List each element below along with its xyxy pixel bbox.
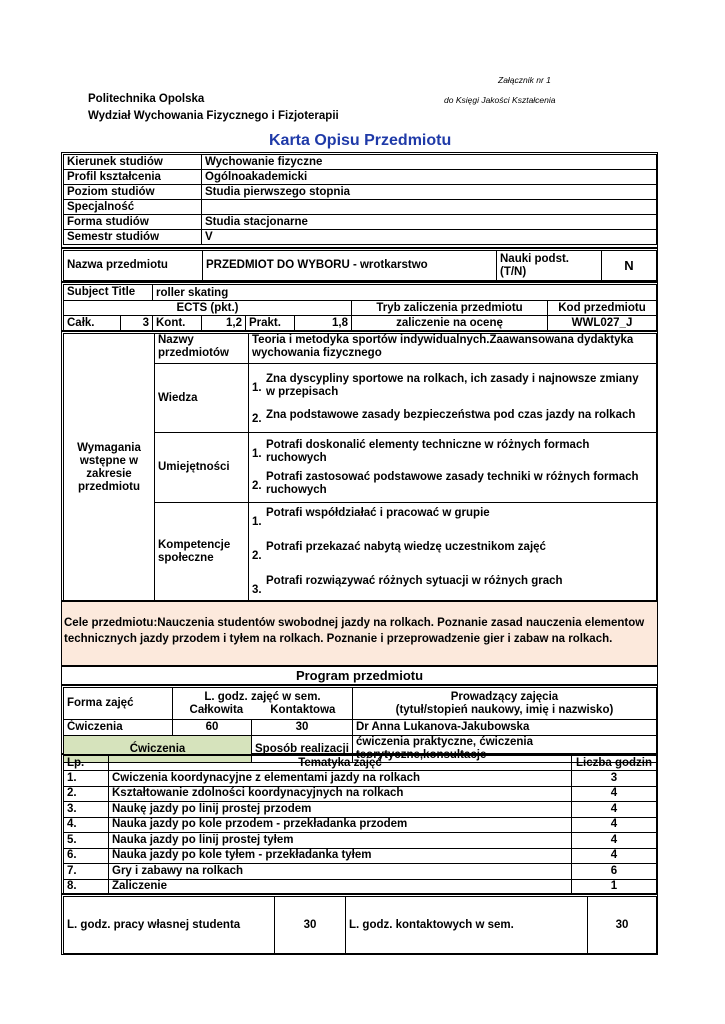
ects-contact-label: Kont.: [153, 316, 202, 331]
mode-header: Tryb zaliczenia przedmiotu: [352, 301, 548, 316]
table-row: 6. Nauka jazdy po kole tyłem - przekładanka tyłem 4: [64, 848, 657, 864]
info-value: [202, 200, 657, 215]
quality-book-note: do Księgi Jakości Kształcenia: [444, 95, 556, 105]
class-form-label: Forma zajęć: [64, 688, 173, 720]
info-row: [64, 200, 657, 215]
basic-sciences-label: Nauki podst. (T/N): [497, 251, 602, 281]
social-competences-label: Kompetencje społeczne: [155, 503, 249, 602]
university-name: Politechnika Opolska: [88, 93, 205, 105]
total-hours-label: Całkowita: [189, 703, 244, 716]
table-row: 5. Nauka jazdy po linij prostej tyłem 4: [64, 833, 657, 849]
assessment-mode: zaliczenie na ocenę: [352, 316, 548, 331]
contact-total-label: L. godz. kontaktowych w sem.: [346, 897, 588, 954]
subject-name: PRZEDMIOT DO WYBORU - wrotkarstwo: [203, 251, 497, 281]
method-label: Sposób realizacji: [252, 736, 353, 763]
social-competences-list: [249, 503, 657, 602]
info-label: Forma studiów: [64, 215, 202, 230]
total-hours: 60: [173, 720, 252, 736]
hours-header: [173, 688, 353, 720]
knowledge-list: [249, 364, 657, 433]
topics-table: [61, 754, 658, 894]
info-row: [64, 170, 657, 185]
list-item: 1.Potrafi współdziałać i pracować w grupie: [252, 507, 490, 528]
ects-contact: 1,2: [202, 316, 246, 331]
info-label: Profil kształcenia: [64, 170, 202, 185]
ects-total-label: Całk.: [64, 316, 121, 331]
list-item: 2.Potrafi przekazać nabytą wiedzę uczestnikom zajęć: [252, 541, 546, 562]
hours-label: L. godz. zajęć w sem.: [204, 690, 321, 703]
info-value: V: [202, 230, 657, 245]
subject-title: roller skating: [153, 285, 657, 301]
ects-total: 3: [121, 316, 153, 331]
subject-title-label: Subject Title: [64, 285, 153, 301]
teacher-name: Dr Anna Lukanova-Jakubowska: [352, 720, 656, 736]
ects-practical: 1,8: [295, 316, 352, 331]
subject-name-row: [61, 248, 658, 282]
list-item: 2.Potrafi zastosować podstawowe zasady techniki w różnych formach ruchowych: [252, 470, 639, 496]
info-value: Ogólnoakademicki: [202, 170, 657, 185]
skills-label: Umiejętności: [155, 433, 249, 503]
info-row: [64, 215, 657, 230]
contact-hours-label: Kontaktowa: [270, 703, 336, 716]
method: ćwiczenia praktyczne, ćwiczenia teorytyczne,konsultacje: [352, 736, 656, 763]
info-row: [64, 155, 657, 170]
list-item: 3.Potrafi rozwiązywać różnych sytuacji w różnych grach: [252, 575, 563, 596]
code-header: Kod przedmiotu: [548, 301, 657, 316]
attachment-note: Załącznik nr 1: [498, 75, 551, 85]
study-info-table: [61, 152, 658, 248]
ects-header: ECTS (pkt.): [64, 301, 352, 316]
basic-sciences-value: N: [602, 251, 657, 281]
info-label: Poziom studiów: [64, 185, 202, 200]
faculty-name: Wydział Wychowania Fizycznego i Fizjoterapii: [88, 110, 339, 122]
skills-list: [249, 433, 657, 503]
table-row: 3. Naukę jazdy po linij prostej przodem 4: [64, 802, 657, 818]
info-value: Studia stacjonarne: [202, 215, 657, 230]
info-value: Studia pierwszego stopnia: [202, 185, 657, 200]
table-row: 4. Nauka jazdy po kole przodem - przekładanka przodem 4: [64, 817, 657, 833]
subject-name-label: Nazwa przedmiotu: [64, 251, 203, 281]
course-goals: Cele przedmiotu:Nauczenia studentów swobodnej jazdy na rolkach. Poznanie zasad nauczenia elementow technicznych jazdy przodem i tyłem na rolkach. Poznanie i przeprowadzenie gier i zabaw na rolkach.: [61, 601, 658, 666]
teacher-sub-label: (tytuł/stopień naukowy, imię i nazwisko): [395, 703, 614, 716]
page-title: Karta Opisu Przedmiotu: [269, 132, 452, 149]
class-type: Ćwiczenia: [64, 736, 252, 763]
ects-practical-label: Prakt.: [246, 316, 295, 331]
knowledge-label: Wiedza: [155, 364, 249, 433]
program-title: Program przedmiotu: [61, 666, 658, 685]
table-row: 7. Gry i zabawy na rolkach 6: [64, 864, 657, 880]
contact-hours: 30: [252, 720, 353, 736]
subject-names-label: Nazwy przedmiotów: [155, 334, 249, 364]
list-item: 2. Zna podstawowe zasady bezpieczeństwa pod czas jazdy na rolkach: [252, 408, 636, 425]
lp-header: Lp.: [64, 756, 109, 771]
info-label: Kierunek studiów: [64, 155, 202, 170]
teacher-header: [352, 688, 656, 720]
hours-summary: [61, 894, 658, 955]
list-item: 1.Potrafi doskonalić elementy techniczne w różnych formach ruchowych: [252, 438, 590, 464]
list-item: 1.Zna dyscypliny sportowe na rolkach, ich zasady i najnowsze zmiany w przepisach: [252, 372, 639, 398]
hours-count-header: Liczba godzin: [572, 756, 657, 771]
subject-code: WWL027_J: [548, 316, 657, 331]
info-label: Specjalność: [64, 200, 202, 215]
info-row: [64, 185, 657, 200]
requirements-label: Wymagania wstępne w zakresie przedmiotu: [64, 334, 155, 602]
info-label: Semestr studiów: [64, 230, 202, 245]
subject-title-ects-block: [61, 282, 658, 331]
table-row: 1. Cwiczenia koordynacyjne z elementami jazdy na rolkach 3: [64, 771, 657, 787]
table-row: 2. Kształtowanie zdolności koordynacyjnych na rolkach 4: [64, 786, 657, 802]
table-row: 8. Zaliczenie 1: [64, 879, 657, 895]
program-table: [61, 685, 658, 761]
subject-names: Teoria i metodyka sportów indywidualnych.Zaawansowana dydaktyka wychowania fizycznego: [249, 334, 657, 364]
info-row: [64, 230, 657, 245]
teacher-label: Prowadzący zajęcia: [450, 690, 559, 703]
own-work-hours: 30: [275, 897, 346, 954]
topic-header: Tematyka zajęć: [109, 756, 572, 771]
own-work-label: L. godz. pracy własnej studenta: [64, 897, 275, 954]
requirements-block: [61, 331, 658, 601]
class-form: Ćwiczenia: [64, 720, 173, 736]
info-value: Wychowanie fizyczne: [202, 155, 657, 170]
contact-total-hours: 30: [588, 897, 657, 954]
